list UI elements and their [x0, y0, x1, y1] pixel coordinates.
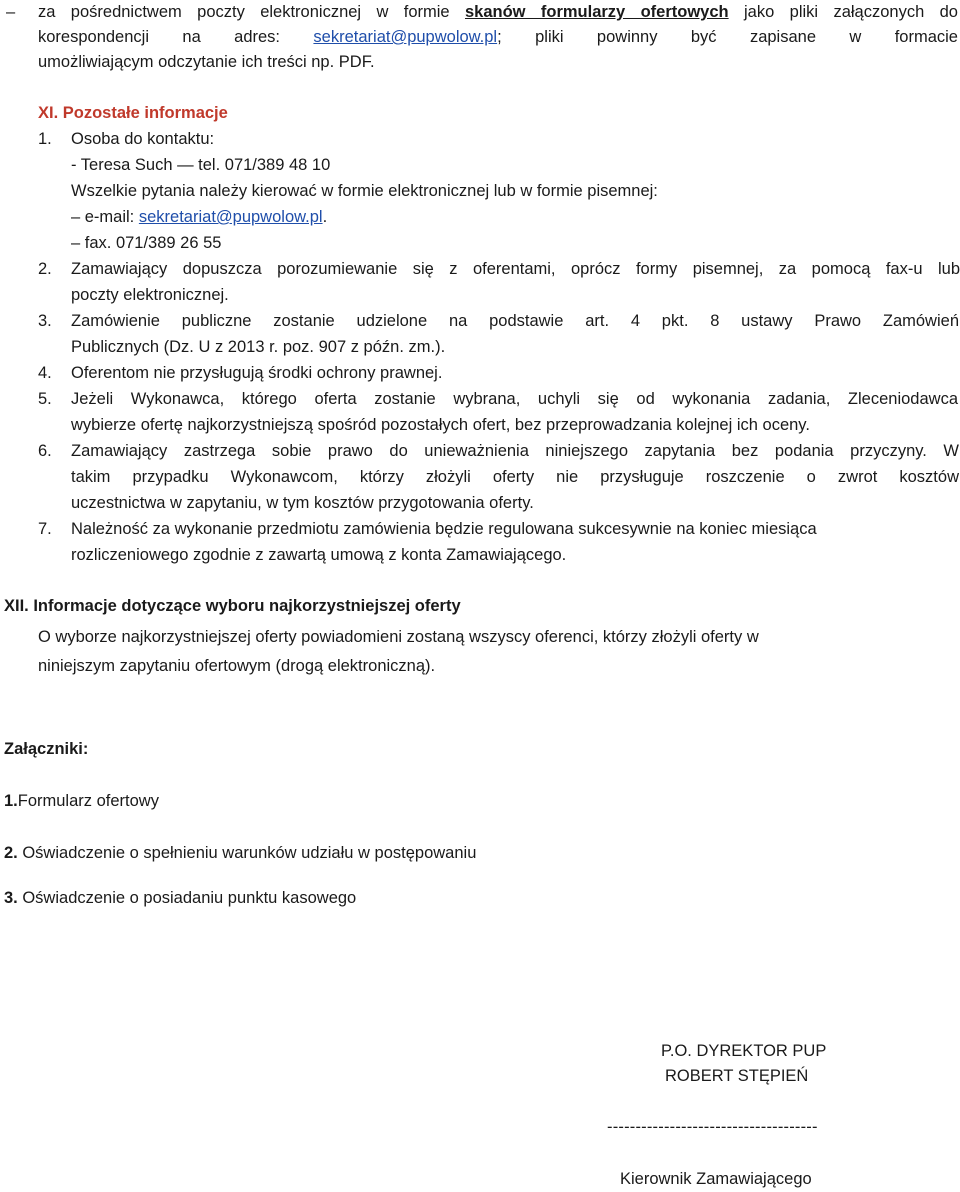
item-2-number: 2. — [38, 260, 52, 278]
email-line: – e-mail: sekretariat@pupwolow.pl. — [71, 208, 328, 226]
section-12-line-1: O wyborze najkorzystniejszej oferty powiadomieni zostaną wszyscy oferenci, którzy złożyli oferty w — [38, 628, 759, 646]
signature-name: ROBERT STĘPIEŃ — [665, 1067, 809, 1085]
section-11-heading: XI. Pozostałe informacje — [38, 104, 228, 122]
item-7-line-2: rozliczeniowego zgodnie z zawartą umową z konta Zamawiającego. — [71, 546, 567, 564]
intro-email-link[interactable]: sekretariat@pupwolow.pl — [313, 28, 498, 46]
item-5-line-2: wybierze ofertę najkorzystniejszą spośród pozostałych ofert, bez przeprowadzania kolejnej ich oceny. — [71, 416, 810, 434]
signature-title: P.O. DYREKTOR PUP — [661, 1042, 827, 1060]
signature-line: ------------------------------------- — [607, 1118, 818, 1136]
item-6-number: 6. — [38, 442, 52, 460]
questions-line: Wszelkie pytania należy kierować w formie elektronicznej lub w formie pisemnej: — [71, 182, 658, 200]
item-7-number: 7. — [38, 520, 52, 538]
section-12-heading: XII. Informacje dotyczące wyboru najkorzystniejszej oferty — [4, 597, 461, 615]
item-3-line-2: Publicznych (Dz. U z 2013 r. poz. 907 z późn. zm.). — [71, 338, 446, 356]
contact-line: - Teresa Such — tel. 071/389 48 10 — [71, 156, 331, 174]
intro-line-1: za pośrednictwem poczty elektronicznej w formie skanów formularzy ofertowych jako pliki załączonych do — [38, 3, 958, 21]
item-2-line-2: poczty elektronicznej. — [71, 286, 229, 304]
intro-bullet: – — [6, 3, 16, 21]
item-1-text: Osoba do kontaktu: — [71, 130, 215, 148]
item-1-number: 1. — [38, 130, 52, 148]
item-3-number: 3. — [38, 312, 52, 330]
item-4-line-1: Oferentom nie przysługują środki ochrony prawnej. — [71, 364, 443, 382]
signature-caption: Kierownik Zamawiającego — [620, 1170, 812, 1188]
intro-line-2: korespondencji na adres: sekretariat@pupwolow.pl; pliki powinny być zapisane w formacie — [38, 28, 958, 46]
contact-email-link[interactable]: sekretariat@pupwolow.pl — [138, 208, 323, 226]
intro-emphasis: skanów formularzy ofertowych — [464, 3, 729, 21]
item-3-line-1: Zamówienie publiczne zostanie udzielone na podstawie art. 4 pkt. 8 ustawy Prawo Zamówień — [71, 312, 959, 330]
attachment-1: 1.Formularz ofertowy — [4, 792, 159, 810]
item-5-line-1: Jeżeli Wykonawca, którego oferta zostanie wybrana, uchyli się od wykonania zadania, Zleceniodawca — [71, 390, 958, 408]
item-5-number: 5. — [38, 390, 52, 408]
item-6-line-3: uczestnictwa w zapytaniu, w tym kosztów przygotowania oferty. — [71, 494, 534, 512]
fax-line: – fax. 071/389 26 55 — [71, 234, 222, 252]
section-12-line-2: niniejszym zapytaniu ofertowym (drogą elektroniczną). — [38, 657, 436, 675]
item-6-line-2: takim przypadku Wykonawcom, którzy złożyli oferty nie przysługuje roszczenie o zwrot kosztów — [71, 468, 959, 486]
intro-line-3: umożliwiającym odczytanie ich treści np. PDF. — [38, 53, 375, 71]
attachment-3: 3. Oświadczenie o posiadaniu punktu kasowego — [4, 889, 357, 907]
item-4-number: 4. — [38, 364, 52, 382]
item-2-line-1: Zamawiający dopuszcza porozumiewanie się z oferentami, oprócz formy pisemnej, za pomocą fax-u lub — [71, 260, 960, 278]
attachment-2: 2. Oświadczenie o spełnieniu warunków udziału w postępowaniu — [4, 844, 477, 862]
attachments-heading: Załączniki: — [4, 740, 89, 758]
item-6-line-1: Zamawiający zastrzega sobie prawo do unieważnienia niniejszego zapytania bez podania przyczyny. W — [71, 442, 959, 460]
item-7-line-1: Należność za wykonanie przedmiotu zamówienia będzie regulowana sukcesywnie na koniec miesiąca — [71, 520, 817, 538]
